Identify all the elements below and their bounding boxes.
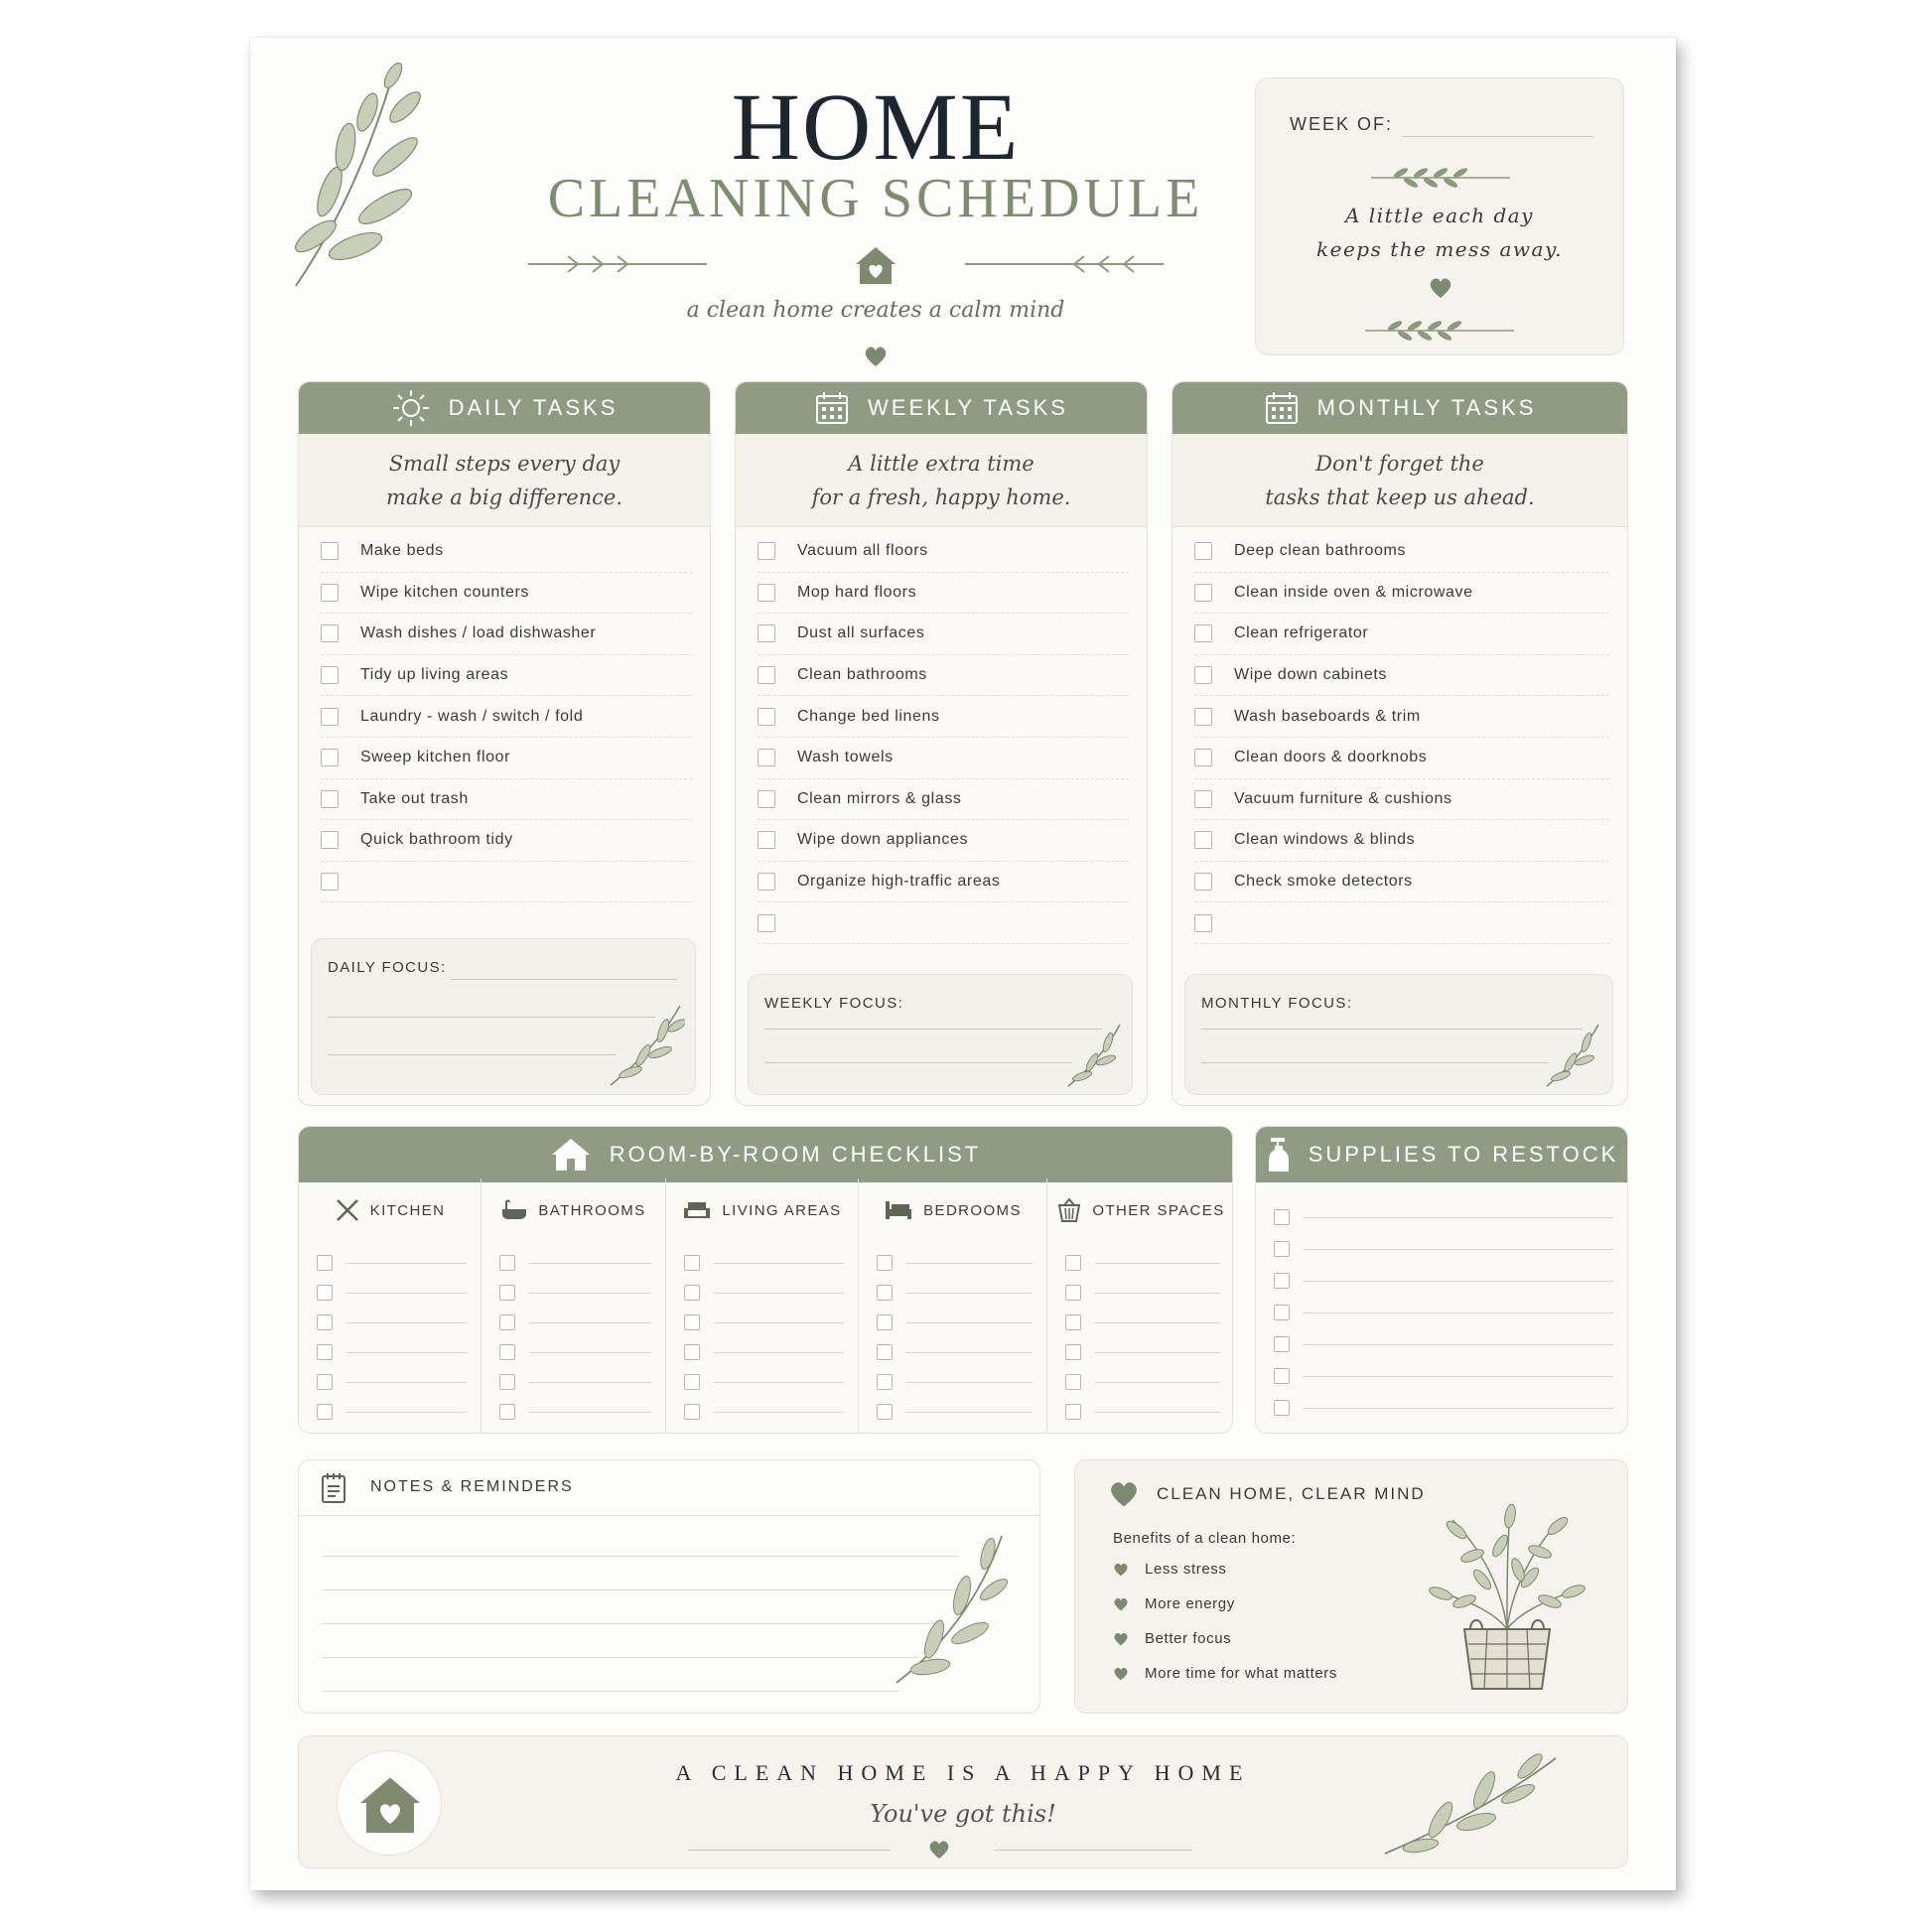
room-task-field[interactable] [1095, 1263, 1220, 1264]
daily-tasks-header [299, 382, 710, 434]
supplies-title: SUPPLIES TO RESTOCK [1308, 1142, 1619, 1167]
monthly-tasks-header [1173, 382, 1627, 434]
house-icon [550, 1137, 592, 1173]
bathtub-icon [500, 1198, 528, 1222]
leaf-sprig-icon [1365, 317, 1514, 345]
leaf-sprig-icon [1543, 1021, 1602, 1090]
heart-icon [928, 1840, 950, 1860]
heart-icon [864, 345, 888, 367]
room-task-field[interactable] [529, 1352, 651, 1353]
leaf-sprig-icon [1371, 164, 1510, 192]
task-label: Change bed linens [797, 707, 940, 725]
task-checkbox[interactable] [758, 708, 775, 726]
task-checkbox[interactable] [758, 873, 775, 891]
supply-field[interactable] [1304, 1217, 1613, 1218]
room-task-field[interactable] [906, 1352, 1033, 1353]
supply-checkbox[interactable] [1274, 1336, 1290, 1352]
house-heart-icon [856, 247, 896, 284]
sun-icon [391, 388, 431, 428]
spray-bottle-icon [1265, 1136, 1291, 1173]
list-item [1194, 614, 1609, 655]
list-item [758, 614, 1129, 655]
room-checkbox[interactable] [499, 1255, 515, 1271]
task-label: Check smoke detectors [1234, 873, 1413, 891]
benefits-list [1113, 1552, 1337, 1691]
task-label: Clean windows & blinds [1234, 831, 1416, 849]
room-task-field[interactable] [714, 1322, 844, 1323]
cleaning-schedule-page [250, 38, 1676, 1890]
week-of-label: WEEK OF: [1290, 114, 1394, 134]
list-item [1194, 902, 1609, 944]
task-checkbox[interactable] [758, 624, 775, 642]
weekly-focus-label: WEEKLY FOCUS: [764, 995, 904, 1012]
week-of-box [1255, 77, 1624, 355]
plant-basket-icon [1413, 1490, 1601, 1699]
list-item [321, 820, 692, 862]
list-item [758, 779, 1129, 821]
room-task-field[interactable] [1095, 1382, 1220, 1383]
room-checkbox[interactable] [499, 1285, 515, 1301]
daily-quote [299, 434, 710, 527]
task-label: Sweep kitchen floor [360, 749, 511, 766]
weekly-focus-field[interactable] [764, 1029, 1102, 1030]
room-checkbox[interactable] [684, 1255, 700, 1271]
heart-icon [1113, 1632, 1129, 1646]
supply-field[interactable] [1304, 1376, 1613, 1377]
room-checkbox[interactable] [499, 1404, 515, 1420]
leaf-branch-icon [891, 1530, 1010, 1689]
list-item [758, 531, 1129, 573]
task-label: Vacuum furniture & cushions [1234, 789, 1452, 807]
footer-subline: You've got this! [870, 1800, 1056, 1828]
daily-focus-field[interactable] [328, 1054, 616, 1055]
room-column-living-areas [666, 1178, 859, 1433]
sofa-icon [682, 1198, 712, 1222]
room-checkbox[interactable] [317, 1374, 333, 1390]
room-checklist-card [298, 1126, 1233, 1434]
supply-field[interactable] [1304, 1312, 1613, 1313]
ornament-divider-icon [528, 242, 1223, 286]
room-task-field[interactable] [714, 1382, 844, 1383]
benefits-subtitle: Benefits of a clean home: [1113, 1530, 1297, 1547]
list-item [321, 696, 692, 738]
list-item [758, 820, 1129, 862]
room-task-field[interactable] [906, 1412, 1033, 1413]
supply-checkbox[interactable] [1274, 1209, 1290, 1225]
task-label: Clean inside oven & microwave [1234, 583, 1473, 601]
room-checkbox[interactable] [877, 1285, 893, 1301]
monthly-tasks-title: MONTHLY TASKS [1316, 395, 1537, 420]
task-checkbox[interactable] [1194, 542, 1212, 560]
calendar-icon [814, 390, 850, 426]
task-checkbox[interactable] [321, 873, 339, 891]
task-checkbox[interactable] [321, 831, 339, 849]
task-label: Wash dishes / load dishwasher [360, 624, 597, 642]
task-label: Wash baseboards & trim [1234, 707, 1421, 725]
task-label: Dust all surfaces [797, 624, 925, 642]
daily-task-list [321, 531, 692, 902]
list-item [321, 573, 692, 615]
room-task-field[interactable] [346, 1293, 467, 1294]
tagline: a clean home creates a calm mind [686, 298, 1065, 323]
list-item [321, 779, 692, 821]
room-checkbox[interactable] [1065, 1404, 1081, 1420]
monthly-quote [1173, 434, 1627, 527]
room-column-label: BATHROOMS [538, 1201, 646, 1219]
room-task-field[interactable] [714, 1352, 844, 1353]
task-label: Organize high-traffic areas [797, 873, 1001, 891]
room-task-field[interactable] [1095, 1322, 1220, 1323]
room-checkbox[interactable] [499, 1314, 515, 1330]
room-task-field[interactable] [1095, 1352, 1220, 1353]
room-checkbox[interactable] [877, 1344, 893, 1360]
list-item [1194, 531, 1609, 573]
task-checkbox[interactable] [321, 584, 339, 602]
notes-line[interactable] [323, 1589, 958, 1590]
task-label: Wipe down cabinets [1234, 666, 1387, 684]
room-checkbox[interactable] [1065, 1374, 1081, 1390]
list-item [758, 862, 1129, 903]
weekly-quote-line1: A little extra time [848, 451, 1035, 476]
task-checkbox[interactable] [321, 790, 339, 808]
task-checkbox[interactable] [758, 749, 775, 766]
task-checkbox[interactable] [758, 666, 775, 684]
monthly-tasks-card [1172, 381, 1628, 1106]
task-label: Vacuum all floors [797, 542, 928, 560]
task-checkbox[interactable] [321, 666, 339, 684]
daily-quote-line2: make a big difference. [385, 484, 623, 509]
task-label: Make beds [360, 542, 444, 560]
room-task-field[interactable] [346, 1382, 467, 1383]
task-checkbox[interactable] [1194, 666, 1212, 684]
heart-icon [1113, 1667, 1129, 1681]
supply-checkbox[interactable] [1274, 1368, 1290, 1384]
room-task-field[interactable] [529, 1293, 651, 1294]
room-task-field[interactable] [906, 1263, 1033, 1264]
monthly-focus-field[interactable] [1201, 1062, 1549, 1063]
week-quote-line2: keeps the mess away. [1316, 237, 1563, 261]
calendar-icon [1264, 390, 1300, 426]
list-item [321, 531, 692, 573]
room-task-field[interactable] [1095, 1412, 1220, 1413]
heart-icon [1429, 277, 1452, 299]
list-item [758, 655, 1129, 697]
room-task-field[interactable] [906, 1382, 1033, 1383]
task-checkbox[interactable] [1194, 749, 1212, 766]
room-task-field[interactable] [346, 1412, 467, 1413]
daily-focus-box [311, 938, 696, 1095]
task-checkbox[interactable] [758, 790, 775, 808]
weekly-tasks-header [736, 382, 1147, 434]
basket-icon [1056, 1197, 1082, 1223]
daily-tasks-title: DAILY TASKS [448, 395, 619, 420]
room-column-kitchen [299, 1178, 482, 1433]
task-checkbox[interactable] [321, 749, 339, 766]
notes-line[interactable] [323, 1623, 938, 1624]
page-title: HOME [731, 73, 1021, 180]
room-checkbox[interactable] [317, 1404, 333, 1420]
task-checkbox[interactable] [1194, 873, 1212, 891]
weekly-task-list [758, 531, 1129, 944]
supply-checkbox[interactable] [1274, 1400, 1290, 1416]
list-item [758, 696, 1129, 738]
room-checkbox[interactable] [684, 1374, 700, 1390]
weekly-tasks-title: WEEKLY TASKS [868, 395, 1068, 420]
list-item [321, 738, 692, 779]
task-label: Wash towels [797, 749, 894, 766]
list-item [758, 573, 1129, 615]
daily-quote-line1: Small steps every day [388, 451, 621, 476]
task-label: Clean bathrooms [797, 666, 927, 684]
task-label: Laundry - wash / switch / fold [360, 707, 584, 725]
list-item [321, 862, 692, 903]
monthly-focus-box [1184, 974, 1613, 1095]
list-item [1194, 573, 1609, 615]
task-checkbox[interactable] [321, 708, 339, 726]
room-checkbox[interactable] [877, 1374, 893, 1390]
notes-card [298, 1459, 1040, 1714]
task-checkbox[interactable] [1194, 831, 1212, 849]
room-checkbox[interactable] [684, 1404, 700, 1420]
benefits-card [1074, 1459, 1628, 1714]
room-column-other-spaces [1047, 1178, 1233, 1433]
monthly-focus-label: MONTHLY FOCUS: [1201, 995, 1353, 1012]
benefits-title: CLEAN HOME, CLEAR MIND [1157, 1484, 1426, 1503]
room-task-field[interactable] [346, 1352, 467, 1353]
monthly-quote-line2: tasks that keep us ahead. [1265, 484, 1535, 509]
page-subtitle: CLEANING SCHEDULE [547, 168, 1204, 229]
task-checkbox[interactable] [1194, 584, 1212, 602]
room-checkbox[interactable] [684, 1285, 700, 1301]
list-item [758, 738, 1129, 779]
supply-checkbox[interactable] [1274, 1241, 1290, 1257]
notes-line[interactable] [323, 1556, 958, 1557]
list-item [1194, 696, 1609, 738]
task-checkbox[interactable] [1194, 914, 1212, 932]
room-checklist-title: ROOM-BY-ROOM CHECKLIST [609, 1142, 982, 1167]
heart-icon [1109, 1480, 1139, 1508]
heart-icon [1113, 1563, 1129, 1577]
room-task-field[interactable] [529, 1263, 651, 1264]
benefit-label: Better focus [1145, 1630, 1232, 1647]
weekly-tasks-card [735, 381, 1148, 1106]
task-label: Mop hard floors [797, 583, 917, 601]
supply-field[interactable] [1304, 1281, 1613, 1282]
room-column-bathrooms [482, 1178, 666, 1433]
notes-title: NOTES & REMINDERS [370, 1478, 574, 1495]
weekly-focus-box [748, 974, 1133, 1095]
supply-field[interactable] [1304, 1249, 1613, 1250]
room-task-field[interactable] [714, 1412, 844, 1413]
task-label: Clean mirrors & glass [797, 789, 962, 807]
room-task-field[interactable] [346, 1322, 467, 1323]
task-label: Clean refrigerator [1234, 624, 1369, 642]
bed-icon [884, 1199, 913, 1221]
week-of-field[interactable] [1403, 136, 1593, 137]
task-checkbox[interactable] [758, 831, 775, 849]
supply-field[interactable] [1304, 1408, 1613, 1409]
supplies-card [1255, 1126, 1628, 1434]
room-checkbox[interactable] [1065, 1255, 1081, 1271]
notes-header [299, 1460, 1039, 1516]
room-checkbox[interactable] [317, 1255, 333, 1271]
benefit-label: More time for what matters [1145, 1665, 1337, 1682]
room-checkbox[interactable] [877, 1255, 893, 1271]
room-checkbox[interactable] [317, 1344, 333, 1360]
leaf-sprig-icon [606, 1001, 685, 1090]
room-checkbox[interactable] [877, 1314, 893, 1330]
footer-headline: A CLEAN HOME IS A HAPPY HOME [675, 1760, 1251, 1785]
room-checkbox[interactable] [317, 1285, 333, 1301]
room-task-field[interactable] [714, 1263, 844, 1264]
monthly-task-list [1194, 531, 1609, 944]
daily-focus-label: DAILY FOCUS: [328, 959, 447, 976]
supply-checkbox[interactable] [1274, 1305, 1290, 1320]
room-task-field[interactable] [906, 1293, 1033, 1294]
room-checklist-header [299, 1127, 1232, 1182]
monthly-quote-line1: Don't forget the [1315, 451, 1484, 476]
room-checkbox[interactable] [1065, 1344, 1081, 1360]
task-label: Wipe kitchen counters [360, 583, 530, 601]
room-task-field[interactable] [1095, 1293, 1220, 1294]
list-item [1194, 862, 1609, 903]
footer-rule [994, 1850, 1192, 1851]
room-checkbox[interactable] [499, 1374, 515, 1390]
room-checkbox[interactable] [684, 1344, 700, 1360]
room-task-field[interactable] [346, 1263, 467, 1264]
room-task-field[interactable] [906, 1322, 1033, 1323]
task-checkbox[interactable] [1194, 624, 1212, 642]
weekly-quote-line2: for a fresh, happy home. [811, 484, 1071, 509]
notes-line[interactable] [323, 1691, 898, 1692]
room-checkbox[interactable] [1065, 1285, 1081, 1301]
task-checkbox[interactable] [321, 542, 339, 560]
task-checkbox[interactable] [758, 914, 775, 932]
footer-rule [688, 1850, 891, 1851]
list-item [1194, 738, 1609, 779]
supply-checkbox[interactable] [1274, 1273, 1290, 1289]
supply-field[interactable] [1304, 1344, 1613, 1345]
benefit-label: Less stress [1145, 1561, 1227, 1578]
list-item [1194, 779, 1609, 821]
list-item [321, 655, 692, 697]
week-quote-line1: A little each day [1345, 204, 1534, 227]
heart-icon [1113, 1597, 1129, 1611]
weekly-quote [736, 434, 1147, 527]
daily-focus-field[interactable] [451, 979, 677, 980]
task-label: Quick bathroom tidy [360, 831, 513, 849]
daily-tasks-card [298, 381, 711, 1106]
task-label: Take out trash [360, 789, 469, 807]
task-label: Tidy up living areas [360, 666, 509, 684]
task-checkbox[interactable] [321, 624, 339, 642]
benefit-label: More energy [1145, 1595, 1235, 1612]
room-task-field[interactable] [714, 1293, 844, 1294]
room-checkbox[interactable] [317, 1314, 333, 1330]
list-item [321, 614, 692, 655]
notes-line[interactable] [323, 1657, 918, 1658]
room-task-field[interactable] [529, 1382, 651, 1383]
room-checkbox[interactable] [1065, 1314, 1081, 1330]
task-checkbox[interactable] [1194, 790, 1212, 808]
monthly-focus-field[interactable] [1201, 1029, 1583, 1030]
leaf-sprig-icon [1064, 1021, 1124, 1090]
list-item [1113, 1552, 1337, 1587]
list-item [1113, 1587, 1337, 1621]
footer-banner [298, 1735, 1628, 1868]
list-item [1113, 1656, 1337, 1691]
utensils-icon [335, 1197, 360, 1223]
list-item [1194, 820, 1609, 862]
room-task-field[interactable] [529, 1322, 651, 1323]
notepad-icon [321, 1472, 346, 1504]
room-column-label: LIVING AREAS [722, 1201, 842, 1219]
room-column-label: BEDROOMS [923, 1201, 1022, 1219]
task-checkbox[interactable] [758, 584, 775, 602]
supplies-header [1256, 1127, 1627, 1182]
room-checkbox[interactable] [684, 1314, 700, 1330]
list-item [1194, 655, 1609, 697]
weekly-focus-field[interactable] [764, 1062, 1072, 1063]
task-checkbox[interactable] [1194, 708, 1212, 726]
task-label: Wipe down appliances [797, 831, 969, 849]
list-item [758, 902, 1129, 944]
task-label: Deep clean bathrooms [1234, 542, 1406, 560]
room-checkbox[interactable] [877, 1404, 893, 1420]
room-checkbox[interactable] [499, 1344, 515, 1360]
task-checkbox[interactable] [758, 542, 775, 560]
list-item [1113, 1621, 1337, 1656]
room-task-field[interactable] [529, 1412, 651, 1413]
leaf-branch-icon [1381, 1750, 1560, 1860]
room-column-label: KITCHEN [369, 1201, 446, 1219]
room-column-bedrooms [859, 1178, 1047, 1433]
room-column-label: OTHER SPACES [1092, 1201, 1225, 1219]
task-label: Clean doors & doorknobs [1234, 749, 1428, 766]
